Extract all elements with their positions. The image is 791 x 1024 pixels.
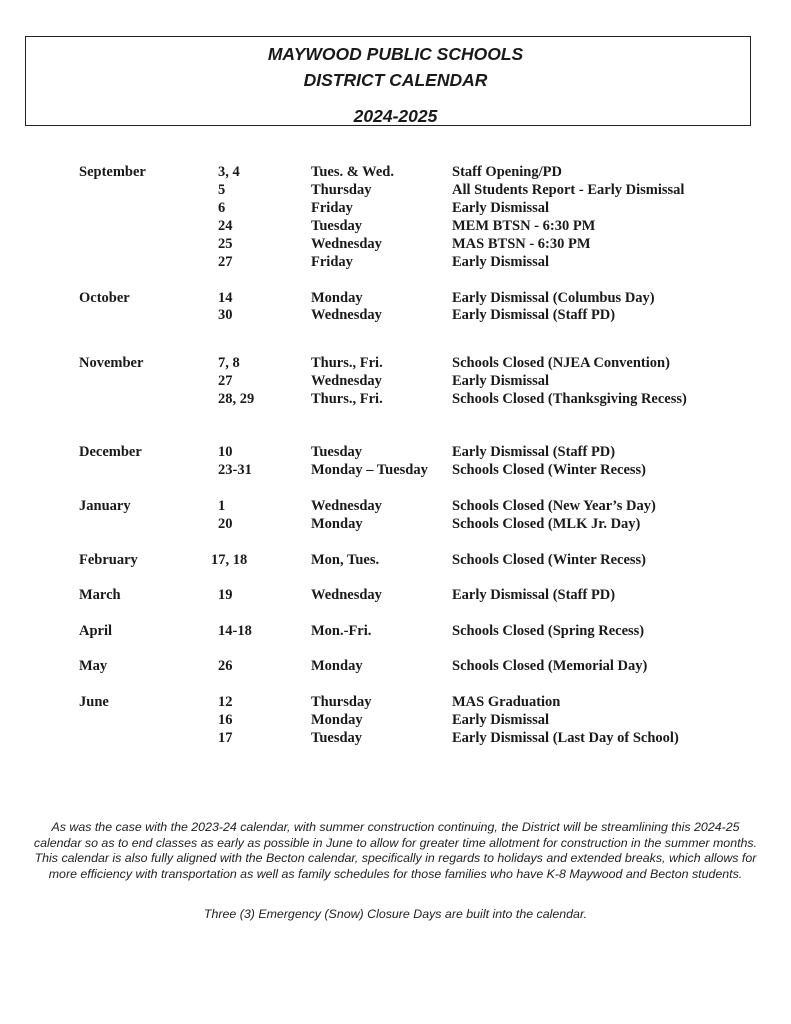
day-cell: Tuesday [311,218,363,234]
day-cell: Tuesday [311,730,363,746]
day-cell: Wednesday [311,587,382,603]
calendar-row [0,515,791,533]
school-year: 2024-2025 [353,106,438,126]
event-cell: MAS Graduation [452,694,561,710]
day-cell: Thurs., Fri. [311,391,383,407]
calendar-row [0,235,791,253]
date-cell: 10 [218,444,233,460]
day-cell: Mon.-Fri. [311,623,372,639]
calendar-row [0,181,791,199]
event-cell: Schools Closed (New Year’s Day) [452,498,656,514]
event-cell: Schools Closed (NJEA Convention) [452,355,670,371]
date-cell: 5 [218,182,226,198]
month-label: November [79,355,144,371]
day-cell: Friday [311,200,353,216]
calendar-row [0,497,791,515]
snow-days-note: Three (3) Emergency (Snow) Closure Days are built into the calendar. [203,907,588,921]
calendar-row [0,217,791,235]
day-cell: Friday [311,254,353,270]
month-label: October [79,290,130,306]
event-cell: All Students Report - Early Dismissal [452,182,685,198]
day-cell: Wednesday [311,373,382,389]
event-cell: Schools Closed (Winter Recess) [452,552,646,568]
day-cell: Mon, Tues. [311,552,380,568]
event-cell: Staff Opening/PD [452,164,562,180]
day-cell: Tues. & Wed. [311,164,394,180]
date-cell: 27 [218,254,233,270]
calendar-row [0,354,791,372]
date-cell: 1 [218,498,226,514]
calendar-row [0,253,791,271]
date-cell: 20 [218,516,233,532]
date-cell: 16 [218,712,233,728]
event-cell: Schools Closed (MLK Jr. Day) [452,516,641,532]
day-cell: Thursday [311,182,372,198]
day-cell: Monday [311,658,363,674]
event-cell: Schools Closed (Memorial Day) [452,658,648,674]
calendar-row [0,729,791,747]
document-title: DISTRICT CALENDAR [303,70,488,90]
calendar-row [0,711,791,729]
day-cell: Monday – Tuesday [311,462,428,478]
day-cell: Wednesday [311,307,382,323]
event-cell: Early Dismissal (Columbus Day) [452,290,655,306]
event-cell: Schools Closed (Winter Recess) [452,462,646,478]
event-cell: Early Dismissal [452,200,550,216]
date-cell: 30 [218,307,233,323]
day-cell: Thursday [311,694,372,710]
calendar-row [0,693,791,711]
date-cell: 17, 18 [211,552,248,568]
event-cell: Early Dismissal (Staff PD) [452,444,616,460]
calendar-row [0,306,791,324]
calendar-row [0,289,791,307]
month-label: June [79,694,109,710]
month-label: January [79,498,131,514]
date-cell: 14 [218,290,233,306]
event-cell: Early Dismissal [452,373,550,389]
event-cell: Early Dismissal (Staff PD) [452,307,616,323]
calendar-row [0,622,791,640]
date-cell: 6 [218,200,226,216]
date-cell: 12 [218,694,233,710]
event-cell: Early Dismissal (Last Day of School) [452,730,679,746]
day-cell: Monday [311,712,363,728]
day-cell: Monday [311,516,363,532]
calendar-row [0,199,791,217]
date-cell: 7, 8 [218,355,240,371]
district-name: MAYWOOD PUBLIC SCHOOLS [267,44,524,64]
day-cell: Tuesday [311,444,363,460]
month-label: December [79,444,142,460]
event-cell: Schools Closed (Spring Recess) [452,623,645,639]
event-cell: MEM BTSN - 6:30 PM [452,218,596,234]
calendar-row [0,461,791,479]
calendar-row [0,390,791,408]
day-cell: Wednesday [311,498,382,514]
calendar-row [0,163,791,181]
calendar-row [0,657,791,675]
date-cell: 19 [218,587,233,603]
calendar-row [0,443,791,461]
date-cell: 25 [218,236,233,252]
calendar-note: As was the case with the 2023-24 calendar, with summer construction continuing, the District will be streamlining this 2024-25 calendar so as to end classes as early as possible in June to allow for greater time allotment for construction in the summer months. This calendar is also fully aligned with the Becton calendar, specifically in regards to holidays and extended breaks, which allows for more efficiency with transportation as well as family schedules for those families who have K-8 Maywood and Becton students. [33,820,758,881]
date-cell: 28, 29 [218,391,255,407]
event-cell: Early Dismissal [452,712,550,728]
calendar-row [0,372,791,390]
day-cell: Monday [311,290,363,306]
date-cell: 17 [218,730,233,746]
date-cell: 3, 4 [218,164,240,180]
event-cell: Early Dismissal (Staff PD) [452,587,616,603]
day-cell: Thurs., Fri. [311,355,383,371]
calendar-row [0,551,791,569]
month-label: March [79,587,121,603]
month-label: May [79,658,108,674]
date-cell: 14-18 [218,623,252,639]
date-cell: 26 [218,658,233,674]
date-cell: 23-31 [218,462,252,478]
event-cell: Early Dismissal [452,254,550,270]
month-label: April [79,623,113,639]
month-label: February [79,552,138,568]
event-cell: MAS BTSN - 6:30 PM [452,236,591,252]
event-cell: Schools Closed (Thanksgiving Recess) [452,391,687,407]
date-cell: 24 [218,218,233,234]
date-cell: 27 [218,373,233,389]
month-label: September [79,164,146,180]
day-cell: Wednesday [311,236,382,252]
calendar-row [0,586,791,604]
